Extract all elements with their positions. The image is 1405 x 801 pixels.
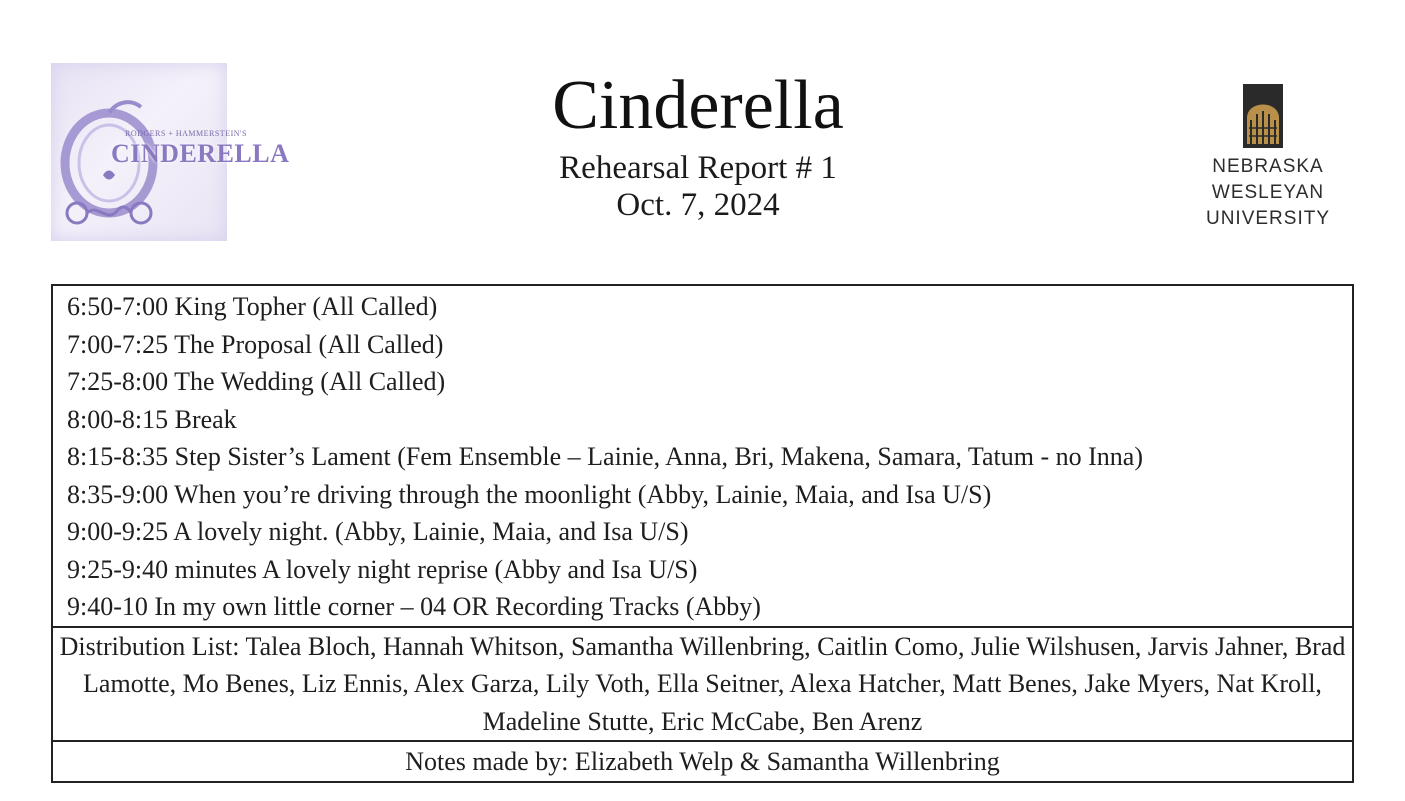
schedule-row: 9:40-10 In my own little corner – 04 OR Recording Tracks (Abby) xyxy=(67,592,761,621)
notes-credit: Notes made by: Elizabeth Welp & Samantha Willenbring xyxy=(53,740,1352,781)
schedule-row: 9:25-9:40 minutes A lovely night reprise (Abby and Isa U/S) xyxy=(67,554,698,584)
report-table xyxy=(51,284,1354,783)
title-block xyxy=(398,62,998,224)
schedule-row: 8:15-8:35 Step Sister’s Lament (Fem Ensemble – Lainie, Anna, Bri, Makena, Samara, Tatum - no Inna) xyxy=(67,442,1143,471)
university-name-line-1: NEBRASKA xyxy=(1212,156,1324,177)
schedule-row: 9:00-9:25 A lovely night. (Abby, Lainie, Maia, and Isa U/S) xyxy=(67,517,689,546)
schedule-row: 8:35-9:00 When you’re driving through the moonlight (Abby, Lainie, Maia, and Isa U/S) xyxy=(67,479,992,509)
report-number: Rehearsal Report # 1 xyxy=(559,150,837,186)
university-seal-icon xyxy=(1243,84,1283,148)
schedule-section xyxy=(53,286,1352,626)
university-logo xyxy=(1195,72,1341,240)
page-title: Cinderella xyxy=(552,67,844,144)
university-name-line-3: UNIVERSITY xyxy=(1205,208,1331,229)
schedule-row: 8:00-8:15 Break xyxy=(67,404,237,434)
schedule-row: 7:00-7:25 The Proposal (All Called) xyxy=(67,329,444,359)
logo-small-caption: RODGERS + HAMMERSTEIN'S xyxy=(125,129,247,138)
report-date: Oct. 7, 2024 xyxy=(616,187,780,223)
distribution-list: Distribution List: Talea Bloch, Hannah Whitson, Samantha Willenbring, Caitlin Como, Julie Wilshusen, Jarvis Jahner, Brad Lamotte, Mo Benes, Liz Ennis, Alex Garza, Lily Voth, Ella Seitner, Alexa Hatcher, Matt Benes, Jake Myers, Nat Kroll, Madeline Stutte, Eric McCabe, Ben Arenz xyxy=(53,626,1352,741)
logo-wordmark: CINDERELLA xyxy=(111,139,290,168)
schedule-row: 6:50-7:00 King Topher (All Called) xyxy=(67,292,438,321)
cinderella-logo xyxy=(51,63,290,241)
schedule-row: 7:25-8:00 The Wedding (All Called) xyxy=(67,367,446,396)
university-name-line-2: WESLEYAN xyxy=(1211,182,1325,203)
